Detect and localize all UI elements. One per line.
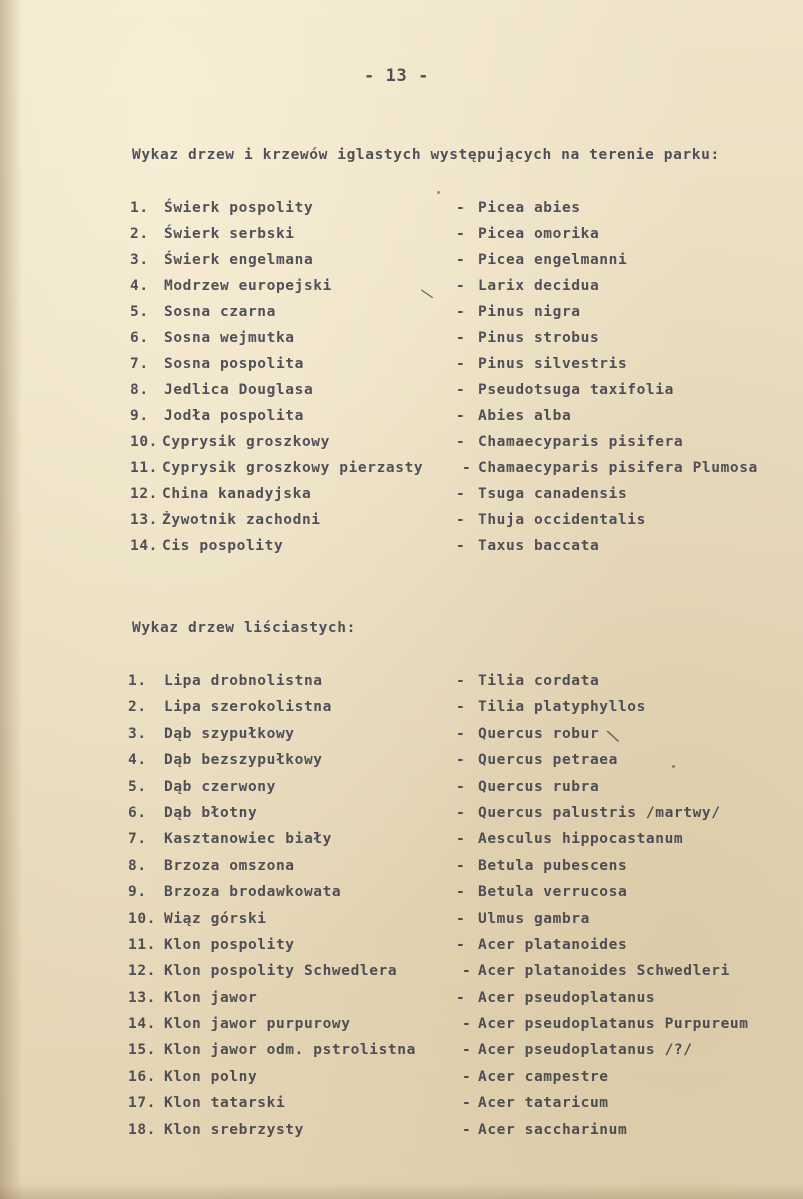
dash-separator: - bbox=[456, 910, 466, 927]
item-number: 8. bbox=[128, 857, 147, 874]
polish-name: Żywotnik zachodni bbox=[162, 512, 321, 528]
polish-name: Sosna pospolita bbox=[164, 356, 304, 372]
conifers-heading: Wykaz drzew i krzewów iglastych występujących na terenie parku: bbox=[132, 147, 720, 163]
item-number: 13. bbox=[130, 512, 158, 528]
dash-separator: - bbox=[456, 673, 466, 689]
polish-name: Cyprysik groszkowy pierzasty bbox=[162, 460, 424, 476]
polish-name: Kasztanowiec biały bbox=[164, 831, 332, 848]
dash-separator: - bbox=[456, 434, 466, 450]
list-item bbox=[0, 408, 803, 434]
latin-name: Betula verrucosa bbox=[478, 884, 628, 901]
latin-name: Acer pseudoplatanus Purpureum bbox=[478, 1016, 749, 1033]
latin-name: Abies alba bbox=[478, 408, 572, 424]
latin-name: Acer platanoides Schwedleri bbox=[478, 963, 730, 980]
polish-name: Dąb błotny bbox=[164, 804, 258, 821]
polish-name: Sosna wejmutka bbox=[164, 330, 295, 346]
latin-name: Acer platanoides bbox=[478, 936, 628, 953]
item-number: 12. bbox=[130, 486, 158, 502]
deciduous-heading: Wykaz drzew liściastych: bbox=[132, 620, 356, 636]
polish-name: Świerk engelmana bbox=[164, 252, 314, 268]
item-number: 16. bbox=[128, 1068, 156, 1085]
speck bbox=[437, 191, 440, 194]
latin-name: Betula pubescens bbox=[478, 857, 628, 874]
polish-name: Świerk serbski bbox=[164, 226, 295, 242]
item-number: 14. bbox=[128, 1016, 156, 1033]
polish-name: Klon tatarski bbox=[164, 1095, 286, 1112]
item-number: 9. bbox=[128, 884, 147, 901]
polish-name: Wiąz górski bbox=[164, 910, 267, 927]
item-number: 6. bbox=[128, 804, 147, 821]
list-item bbox=[0, 779, 803, 805]
dash-separator: - bbox=[462, 963, 472, 980]
item-number: 15. bbox=[128, 1042, 156, 1059]
polish-name: Brzoza omszona bbox=[164, 857, 295, 874]
item-number: 5. bbox=[130, 304, 149, 320]
latin-name: Chamaecyparis pisifera Plumosa bbox=[478, 460, 758, 476]
pencil-mark: \ bbox=[605, 725, 621, 748]
list-item bbox=[0, 699, 803, 725]
polish-name: Klon jawor purpurowy bbox=[164, 1016, 351, 1033]
list-item bbox=[0, 460, 803, 486]
polish-name: Modrzew europejski bbox=[164, 278, 332, 294]
item-number: 10. bbox=[128, 910, 156, 927]
latin-name: Thuja occidentalis bbox=[478, 512, 646, 528]
polish-name: Klon srebrzysty bbox=[164, 1121, 304, 1138]
latin-name: Pinus silvestris bbox=[478, 356, 628, 372]
latin-name: Larix decidua bbox=[478, 278, 600, 294]
dash-separator: - bbox=[456, 278, 466, 294]
list-item bbox=[0, 1095, 803, 1121]
polish-name: Sosna czarna bbox=[164, 304, 276, 320]
dash-separator: - bbox=[456, 831, 466, 848]
latin-name: Acer saccharinum bbox=[478, 1121, 628, 1138]
dash-separator: - bbox=[456, 778, 466, 795]
list-item bbox=[0, 538, 803, 564]
item-number: 12. bbox=[128, 963, 156, 980]
item-number: 4. bbox=[130, 278, 149, 294]
item-number: 5. bbox=[128, 778, 147, 795]
dash-separator: - bbox=[456, 356, 466, 372]
dash-separator: - bbox=[462, 460, 472, 476]
dash-separator: - bbox=[456, 936, 466, 953]
item-number: 6. bbox=[130, 330, 149, 346]
polish-name: Klon jawor bbox=[164, 989, 258, 1006]
dash-separator: - bbox=[462, 1121, 472, 1138]
latin-name: Ulmus gambra bbox=[478, 910, 590, 927]
polish-name: Jedlica Douglasa bbox=[164, 382, 314, 398]
item-number: 7. bbox=[130, 356, 149, 372]
latin-name: Acer pseudoplatanus bbox=[478, 989, 656, 1006]
dash-separator: - bbox=[456, 699, 466, 716]
item-number: 13. bbox=[128, 989, 156, 1006]
dash-separator: - bbox=[456, 486, 466, 502]
list-item bbox=[0, 831, 803, 857]
polish-name: Dąb szypułkowy bbox=[164, 725, 295, 742]
dash-separator: - bbox=[456, 330, 466, 346]
latin-name: Quercus rubra bbox=[478, 778, 600, 795]
dash-separator: - bbox=[456, 752, 466, 769]
dash-separator: - bbox=[456, 200, 466, 216]
latin-name: Pinus nigra bbox=[478, 304, 581, 320]
list-item bbox=[0, 884, 803, 910]
dash-separator: - bbox=[456, 989, 466, 1006]
speck bbox=[672, 765, 675, 768]
latin-name: Picea abies bbox=[478, 200, 581, 216]
polish-name: Jodła pospolita bbox=[164, 408, 304, 424]
polish-name: Lipa drobnolistna bbox=[164, 673, 323, 689]
list-item bbox=[0, 252, 803, 278]
list-item bbox=[0, 512, 803, 538]
dash-separator: - bbox=[456, 512, 466, 528]
item-number: 11. bbox=[130, 460, 158, 476]
list-item bbox=[0, 278, 803, 304]
dash-separator: - bbox=[456, 226, 466, 242]
item-number: 17. bbox=[128, 1095, 156, 1112]
latin-name: Tsuga canadensis bbox=[478, 486, 628, 502]
item-number: 4. bbox=[128, 752, 147, 769]
item-number: 2. bbox=[128, 699, 147, 716]
polish-name: Brzoza brodawkowata bbox=[164, 884, 342, 901]
dash-separator: - bbox=[456, 884, 466, 901]
latin-name: Pinus strobus bbox=[478, 330, 600, 346]
item-number: 18. bbox=[128, 1121, 156, 1138]
polish-name: Klon pospolity Schwedlera bbox=[164, 963, 398, 980]
list-item bbox=[0, 382, 803, 408]
dash-separator: - bbox=[462, 1016, 472, 1033]
polish-name: Dąb czerwony bbox=[164, 778, 276, 795]
list-item bbox=[0, 673, 803, 699]
dash-separator: - bbox=[456, 252, 466, 268]
dash-separator: - bbox=[462, 1095, 472, 1112]
list-item bbox=[0, 963, 803, 989]
item-number: 1. bbox=[130, 200, 149, 216]
list-item bbox=[0, 805, 803, 831]
polish-name: China kanadyjska bbox=[162, 486, 312, 502]
polish-name: Lipa szerokolistna bbox=[164, 699, 332, 716]
item-number: 9. bbox=[130, 408, 149, 424]
latin-name: Acer pseudoplatanus /?/ bbox=[478, 1042, 693, 1059]
latin-name: Chamaecyparis pisifera bbox=[478, 434, 684, 450]
item-number: 7. bbox=[128, 831, 147, 848]
polish-name: Klon jawor odm. pstrolistna bbox=[164, 1042, 416, 1059]
dash-separator: - bbox=[456, 304, 466, 320]
latin-name: Picea engelmanni bbox=[478, 252, 628, 268]
dash-separator: - bbox=[456, 538, 466, 554]
page-number: - 13 - bbox=[364, 66, 430, 86]
item-number: 10. bbox=[130, 434, 158, 450]
item-number: 2. bbox=[130, 226, 149, 242]
list-item bbox=[0, 911, 803, 937]
latin-name: Tilia cordata bbox=[478, 673, 600, 689]
latin-name: Aesculus hippocastanum bbox=[478, 831, 684, 848]
latin-name: Acer campestre bbox=[478, 1068, 609, 1085]
latin-name: Acer tataricum bbox=[478, 1095, 609, 1112]
latin-name: Quercus petraea bbox=[478, 752, 618, 769]
dash-separator: - bbox=[456, 857, 466, 874]
list-item bbox=[0, 200, 803, 226]
item-number: 3. bbox=[128, 725, 147, 742]
conifers-list bbox=[0, 200, 803, 564]
item-number: 8. bbox=[130, 382, 149, 398]
list-item bbox=[0, 726, 803, 752]
item-number: 11. bbox=[128, 936, 156, 953]
list-item bbox=[0, 1016, 803, 1042]
list-item bbox=[0, 752, 803, 778]
latin-name: Tilia platyphyllos bbox=[478, 699, 646, 716]
list-item bbox=[0, 486, 803, 512]
latin-name: Picea omorika bbox=[478, 226, 600, 242]
item-number: 3. bbox=[130, 252, 149, 268]
dash-separator: - bbox=[456, 725, 466, 742]
polish-name: Dąb bezszypułkowy bbox=[164, 752, 323, 769]
polish-name: Klon polny bbox=[164, 1068, 258, 1085]
list-item bbox=[0, 226, 803, 252]
list-item bbox=[0, 1069, 803, 1095]
list-item bbox=[0, 1042, 803, 1068]
list-item bbox=[0, 858, 803, 884]
polish-name: Świerk pospolity bbox=[164, 200, 314, 216]
deciduous-list bbox=[0, 673, 803, 1148]
pencil-mark: \ bbox=[418, 284, 435, 303]
latin-name: Quercus palustris /martwy/ bbox=[478, 804, 721, 821]
dash-separator: - bbox=[456, 382, 466, 398]
latin-name: Taxus baccata bbox=[478, 538, 600, 554]
latin-name: Pseudotsuga taxifolia bbox=[478, 382, 674, 398]
list-item bbox=[0, 356, 803, 382]
polish-name: Klon pospolity bbox=[164, 936, 295, 953]
list-item bbox=[0, 937, 803, 963]
polish-name: Cyprysik groszkowy bbox=[162, 434, 330, 450]
list-item bbox=[0, 990, 803, 1016]
paper-bottom-shadow bbox=[0, 1183, 803, 1199]
polish-name: Cis pospolity bbox=[162, 538, 284, 554]
list-item bbox=[0, 1122, 803, 1148]
dash-separator: - bbox=[456, 804, 466, 821]
item-number: 1. bbox=[128, 673, 147, 689]
list-item bbox=[0, 330, 803, 356]
item-number: 14. bbox=[130, 538, 158, 554]
list-item bbox=[0, 304, 803, 330]
dash-separator: - bbox=[462, 1068, 472, 1085]
latin-name: Quercus robur bbox=[478, 725, 600, 742]
dash-separator: - bbox=[462, 1042, 472, 1059]
dash-separator: - bbox=[456, 408, 466, 424]
list-item bbox=[0, 434, 803, 460]
